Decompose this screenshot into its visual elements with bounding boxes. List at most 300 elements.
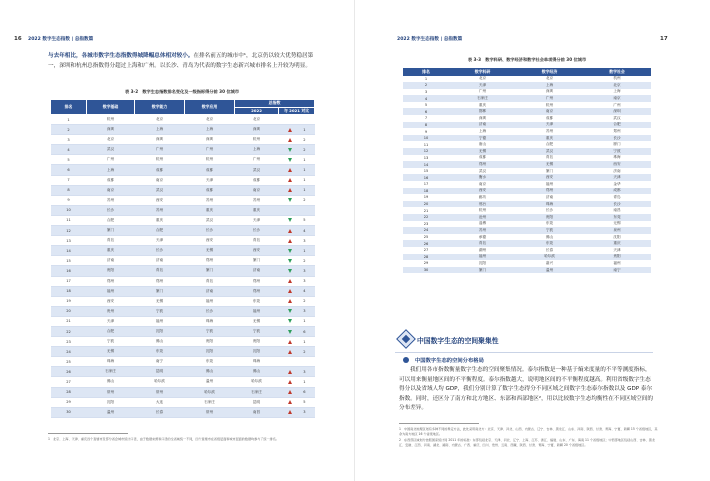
running-header: 2022 数字生态指数 | 总指数篇	[397, 37, 463, 42]
foundation-cell: 合肥	[87, 215, 135, 225]
rank-cell: 10	[51, 205, 87, 215]
rank-cell: 22	[403, 214, 449, 221]
foundation-cell: 佛山	[87, 377, 135, 387]
page-number: 16	[14, 36, 22, 42]
rank-cell: 23	[403, 221, 449, 228]
economy-cell: 福州	[516, 181, 583, 188]
application-cell: 郑州	[185, 256, 235, 266]
rank-cell: 2	[51, 125, 87, 135]
rank-cell: 7	[403, 115, 449, 122]
table-row	[51, 215, 315, 225]
rank-cell: 23	[51, 337, 87, 347]
foundation-cell: 长沙	[87, 205, 135, 215]
research-cell: 西安	[449, 188, 516, 195]
capability-cell: 长春	[135, 407, 185, 417]
rank-cell: 25	[51, 357, 87, 367]
change-cell	[279, 357, 315, 367]
change-value: 6	[303, 390, 306, 395]
table-row	[51, 296, 315, 306]
dot-icon	[403, 357, 409, 363]
rank-cell: 20	[51, 306, 87, 316]
single-score-table-body	[403, 76, 651, 274]
foundation-cell: 重庆	[87, 246, 135, 256]
footnote: 1 北京、上海、天津、重庆四个直辖市及部分省会城市统计口径，由于数据来源和口径的全省域统一不同，四个直辖市在省级层面和城市层面的数据均参与了统一排名。	[48, 437, 279, 441]
foundation-cell: 温州	[87, 407, 135, 417]
economy-cell: 郑州	[516, 188, 583, 195]
footnote-rule	[48, 433, 128, 434]
society-cell: 福州	[583, 260, 651, 267]
table-row	[51, 377, 315, 387]
application-cell: 长沙	[185, 226, 235, 236]
society-cell: 泉州	[583, 227, 651, 234]
change-value: 2	[303, 349, 306, 354]
change-cell	[279, 256, 315, 266]
economy-cell: 东莞	[516, 221, 583, 228]
research-cell: 唐山	[449, 141, 516, 148]
application-cell: 武汉	[185, 215, 235, 225]
table-row	[51, 326, 315, 336]
research-cell: 无锡	[449, 148, 516, 155]
rank-cell: 30	[51, 407, 87, 417]
total-2022-cell: 天津	[235, 215, 279, 225]
rank-cell: 1	[51, 115, 87, 125]
section-title: 中国数字生态的空间聚集性	[417, 337, 499, 345]
total-2022-cell: 佛山	[235, 367, 279, 377]
rank-cell: 11	[403, 141, 449, 148]
research-cell: 淄博	[449, 221, 516, 228]
change-cell	[279, 367, 315, 377]
table-row	[403, 95, 651, 102]
research-cell: 邯郸	[449, 108, 516, 115]
rank-cell: 15	[403, 168, 449, 175]
change-value: 5	[303, 218, 306, 223]
capability-cell: 东莞	[135, 347, 185, 357]
total-2022-cell: 杭州	[235, 135, 279, 145]
single-score-table	[403, 68, 651, 273]
foundation-cell: 天津	[87, 316, 135, 326]
society-cell: 珠海	[583, 155, 651, 162]
table-row	[403, 260, 651, 267]
application-cell: 珠海	[185, 316, 235, 326]
foundation-cell: 青岛	[87, 236, 135, 246]
table-row	[403, 207, 651, 214]
change-cell	[279, 135, 315, 145]
foundation-cell: 苏州	[87, 195, 135, 205]
rank-cell: 5	[403, 102, 449, 109]
table-row	[51, 175, 315, 185]
change-cell	[279, 145, 315, 155]
foundation-cell: 南京	[87, 185, 135, 195]
society-cell: 重庆	[583, 240, 651, 247]
economy-cell: 宁波	[516, 227, 583, 234]
rank-cell: 4	[51, 145, 87, 155]
application-cell: 北京	[185, 115, 235, 125]
rank-cell: 19	[51, 296, 87, 306]
table-row	[403, 174, 651, 181]
application-cell: 广州	[185, 145, 235, 155]
table-row	[403, 82, 651, 89]
society-cell: 南宁	[583, 267, 651, 274]
research-cell: 成都	[449, 155, 516, 162]
research-cell: 重庆	[449, 102, 516, 109]
table-row	[403, 194, 651, 201]
table-row	[403, 115, 651, 122]
research-cell: 石家庄	[449, 95, 516, 102]
table-row	[51, 367, 315, 377]
society-cell: 深圳	[583, 108, 651, 115]
change-cell	[279, 276, 315, 286]
rank-cell: 25	[403, 234, 449, 241]
change-value: 6	[303, 329, 306, 334]
table-row	[51, 306, 315, 316]
change-value: 1	[303, 168, 306, 173]
col-capability: 数字能力	[135, 100, 185, 115]
table-row	[51, 347, 315, 357]
application-cell: 东莞	[185, 357, 235, 367]
capability-cell: 沈阳	[135, 326, 185, 336]
table-row	[403, 141, 651, 148]
application-cell: 贵阳	[185, 337, 235, 347]
change-cell	[279, 377, 315, 387]
change-cell	[279, 125, 315, 135]
research-cell: 青岛	[449, 240, 516, 247]
economy-cell: 南京	[516, 108, 583, 115]
economy-cell: 杭州	[516, 102, 583, 109]
research-cell: 邢台	[449, 201, 516, 208]
rank-cell: 21	[403, 207, 449, 214]
economy-cell: 成都	[516, 115, 583, 122]
economy-cell: 长春	[516, 247, 583, 254]
table-row	[403, 240, 651, 247]
capability-cell: 青岛	[135, 266, 185, 276]
research-cell: 杭州	[449, 207, 516, 214]
capability-cell: 南京	[135, 175, 185, 185]
running-header: 2022 数字生态指数 | 总指数篇	[28, 37, 94, 42]
rank-cell: 6	[51, 165, 87, 175]
col-year: 2022	[235, 107, 279, 115]
change-value: 4	[303, 228, 306, 233]
total-2022-cell: 成都	[235, 175, 279, 185]
change-cell	[279, 175, 315, 185]
rank-cell: 29	[51, 397, 87, 407]
footnote-2: 2 东西部区域划分按照国家统计局 2011 年的标准：东部包括北京、天津、河北、辽宁、上海、江苏、浙江、福建、山东、广东、海南 11 个省级地区；中西部地区包括山西、吉林、黑龙江、安徽、江西、河南、湖北、湖南、内蒙古、广西、重庆、四川、贵州、云南、西藏、陕西、甘肃、青海、宁夏、新疆 20 个省级地区。	[399, 438, 655, 448]
change-cell	[279, 215, 315, 225]
economy-cell: 佛山	[516, 234, 583, 241]
capability-cell: 长沙	[135, 246, 185, 256]
economy-cell: 西安	[516, 174, 583, 181]
total-2022-cell: 北京	[235, 115, 279, 125]
table-row	[403, 168, 651, 175]
total-2022-cell: 重庆	[235, 205, 279, 215]
application-cell: 温州	[185, 377, 235, 387]
total-2022-cell: 贵阳	[235, 337, 279, 347]
application-cell: 济南	[185, 286, 235, 296]
footnote-rule	[399, 423, 479, 424]
application-cell: 常州	[185, 407, 235, 417]
economy-cell: 哈尔滨	[516, 254, 583, 261]
society-cell: 济南	[583, 168, 651, 175]
change-value: 1	[303, 319, 306, 324]
society-cell: 西安	[583, 161, 651, 168]
rank-cell: 26	[403, 240, 449, 247]
rank-cell: 7	[51, 175, 87, 185]
total-2022-cell: 珠海	[235, 357, 279, 367]
rank-cell: 18	[51, 286, 87, 296]
application-cell: 天津	[185, 175, 235, 185]
change-cell	[279, 266, 315, 276]
application-cell: 宁波	[185, 326, 235, 336]
rank-cell: 24	[403, 227, 449, 234]
change-cell	[279, 337, 315, 347]
table-row	[51, 397, 315, 407]
foundation-cell: 郑州	[87, 276, 135, 286]
rank-cell: 17	[403, 181, 449, 188]
ranking-table	[50, 99, 315, 418]
economy-cell: 重庆	[516, 135, 583, 142]
application-cell: 福州	[185, 296, 235, 306]
table-row	[403, 76, 651, 83]
research-cell: 南京	[449, 181, 516, 188]
rank-cell: 9	[51, 195, 87, 205]
society-cell: 沈阳	[583, 234, 651, 241]
col-research: 数字科研	[449, 68, 516, 76]
total-2022-cell: 南京	[235, 185, 279, 195]
total-2022-cell: 沈阳	[235, 347, 279, 357]
capability-cell: 昆明	[135, 367, 185, 377]
table-row	[403, 161, 651, 168]
change-value: 2	[303, 258, 306, 263]
change-cell	[279, 316, 315, 326]
rank-cell: 3	[403, 89, 449, 96]
foundation-cell: 无锡	[87, 347, 135, 357]
table-row	[403, 108, 651, 115]
society-cell: 合肥	[583, 122, 651, 129]
society-cell: 广州	[583, 102, 651, 109]
foundation-cell: 北京	[87, 135, 135, 145]
table-row	[51, 155, 315, 165]
rank-cell: 10	[403, 135, 449, 142]
capability-cell: 北京	[135, 115, 185, 125]
society-cell: 成都	[583, 188, 651, 195]
rank-cell: 18	[403, 188, 449, 195]
capability-cell: 合肥	[135, 226, 185, 236]
foundation-cell: 西安	[87, 296, 135, 306]
capability-cell: 福州	[135, 316, 185, 326]
application-cell: 厦门	[185, 266, 235, 276]
application-cell: 深圳	[185, 135, 235, 145]
rank-cell: 4	[403, 95, 449, 102]
research-cell: 北京	[449, 76, 516, 83]
foundation-cell: 济南	[87, 256, 135, 266]
table-row	[403, 89, 651, 96]
change-value: 1	[303, 379, 306, 384]
capability-cell: 重庆	[135, 215, 185, 225]
foundation-cell: 成都	[87, 175, 135, 185]
research-cell: 天津	[449, 82, 516, 89]
economy-cell: 贵阳	[516, 214, 583, 221]
society-cell: 天津	[583, 174, 651, 181]
change-cell	[279, 246, 315, 256]
rank-cell: 14	[403, 161, 449, 168]
research-cell: 廊坊	[449, 194, 516, 201]
rank-cell: 1	[403, 76, 449, 83]
society-cell: 宁波	[583, 148, 651, 155]
foundation-cell: 常州	[87, 387, 135, 397]
change-value: 3	[303, 309, 306, 314]
col-foundation: 数字基础	[87, 100, 135, 115]
society-cell: 杭州	[583, 76, 651, 83]
capability-cell: 郑州	[135, 276, 185, 286]
research-cell: 湖州	[449, 247, 516, 254]
research-cell: 厦门	[449, 267, 516, 274]
rank-cell: 2	[403, 82, 449, 89]
section-rule	[395, 352, 653, 353]
rank-cell: 3	[51, 135, 87, 145]
change-cell	[279, 195, 315, 205]
research-cell: 宁德	[449, 135, 516, 142]
table-row	[51, 256, 315, 266]
capability-cell: 天津	[135, 236, 185, 246]
research-cell: 武汉	[449, 168, 516, 175]
foundation-cell: 宁波	[87, 337, 135, 347]
table-row	[51, 205, 315, 215]
foundation-cell: 福州	[87, 286, 135, 296]
application-cell: 杭州	[185, 155, 235, 165]
change-cell	[279, 155, 315, 165]
application-cell: 西安	[185, 236, 235, 246]
table-row	[403, 188, 651, 195]
rank-cell: 29	[403, 260, 449, 267]
capability-cell: 济南	[135, 256, 185, 266]
table-row	[403, 267, 651, 274]
intro-text: 在排名前五的城市中¹，北京仍以较大优势稳居第一，深圳和杭州总指数得分超过上海和广州。以长沙、青岛为代表的数字生态新兴城市排名上升较为明显。	[48, 53, 314, 69]
total-2022-cell: 福州	[235, 306, 279, 316]
foundation-cell: 厦门	[87, 226, 135, 236]
rank-cell: 12	[403, 148, 449, 155]
society-cell: 长沙	[583, 135, 651, 142]
table-row	[51, 135, 315, 145]
table-row	[51, 407, 315, 417]
table-row	[51, 276, 315, 286]
capability-cell: 苏州	[135, 205, 185, 215]
change-value: 2	[303, 137, 306, 142]
change-value: 3	[303, 279, 306, 284]
rank-cell: 5	[51, 155, 87, 165]
intro-lead: 与去年相比，各城市数字生态指数得城降幅总体相对较小。	[48, 53, 194, 59]
foundation-cell: 沈阳	[87, 397, 135, 407]
total-2022-cell: 郑州	[235, 286, 279, 296]
page-number: 17	[660, 36, 668, 42]
economy-cell: 东莞	[516, 240, 583, 247]
change-value: 1	[303, 127, 306, 132]
capability-cell: 宁波	[135, 306, 185, 316]
capability-cell: 厦门	[135, 286, 185, 296]
table-row	[51, 337, 315, 347]
table-row	[403, 227, 651, 234]
research-cell: 苏州	[449, 227, 516, 234]
total-2022-cell: 南昌	[235, 407, 279, 417]
total-2022-cell: 济南	[235, 266, 279, 276]
change-value: 3	[303, 238, 306, 243]
society-cell: 金华	[583, 181, 651, 188]
economy-cell: 长沙	[516, 207, 583, 214]
table-row	[403, 155, 651, 162]
application-cell: 无锡	[185, 246, 235, 256]
change-cell	[279, 286, 315, 296]
foundation-cell: 深圳	[87, 125, 135, 135]
table-row	[403, 214, 651, 221]
change-value: 1	[303, 188, 306, 193]
total-2022-cell: 哈尔滨	[235, 377, 279, 387]
capability-cell: 南宁	[135, 357, 185, 367]
research-cell: 衡水	[449, 174, 516, 181]
change-cell	[279, 165, 315, 175]
col-economy: 数字经济	[516, 68, 583, 76]
research-cell: 郑州	[449, 161, 516, 168]
economy-cell: 无锡	[516, 161, 583, 168]
rank-cell: 11	[51, 215, 87, 225]
table-caption: 表 3-2 数字生态指数排名变化及一级指标得分前 30 位城市	[124, 89, 240, 94]
economy-cell: 厦门	[516, 168, 583, 175]
change-value: 3	[303, 410, 306, 415]
application-cell: 上海	[185, 125, 235, 135]
society-cell: 北京	[583, 82, 651, 89]
rank-cell: 15	[51, 256, 87, 266]
rank-cell: 26	[51, 367, 87, 377]
rank-cell: 6	[403, 108, 449, 115]
research-cell: 深圳	[449, 115, 516, 122]
total-2022-cell: 东莞	[235, 296, 279, 306]
rank-cell: 19	[403, 194, 449, 201]
rank-cell: 20	[403, 201, 449, 208]
ranking-table-body	[51, 115, 315, 418]
change-cell	[279, 306, 315, 316]
economy-cell: 广州	[516, 95, 583, 102]
change-cell	[279, 226, 315, 236]
change-cell	[279, 387, 315, 397]
change-cell	[279, 326, 315, 336]
total-2022-cell: 长沙	[235, 226, 279, 236]
col-vs-2021: 与 2021 对比	[279, 107, 315, 115]
rank-cell: 27	[51, 377, 87, 387]
change-value: 4	[303, 289, 306, 294]
change-cell	[279, 236, 315, 246]
rank-cell: 14	[51, 246, 87, 256]
total-2022-cell: 深圳	[235, 125, 279, 135]
table-row	[51, 316, 315, 326]
right-page	[355, 0, 710, 481]
application-cell: 成都	[185, 165, 235, 175]
research-cell: 广州	[449, 89, 516, 96]
application-cell: 苏州	[185, 195, 235, 205]
table-row	[51, 185, 315, 195]
application-cell: 石家庄	[185, 397, 235, 407]
capability-cell: 武汉	[135, 185, 185, 195]
change-cell	[279, 296, 315, 306]
society-cell: 南昌	[583, 207, 651, 214]
rank-cell: 8	[51, 185, 87, 195]
table-row	[403, 122, 651, 129]
foundation-cell: 珠海	[87, 357, 135, 367]
total-2022-cell: 上海	[235, 145, 279, 155]
table-row	[403, 234, 651, 241]
table-row	[51, 165, 315, 175]
research-cell: 上海	[449, 128, 516, 135]
capability-cell: 佛山	[135, 337, 185, 347]
table-caption: 表 3-3 数字科研、数字经济和数字社会单项得分前 30 位城市	[467, 57, 587, 62]
change-cell	[279, 205, 315, 215]
rank-cell: 21	[51, 316, 87, 326]
